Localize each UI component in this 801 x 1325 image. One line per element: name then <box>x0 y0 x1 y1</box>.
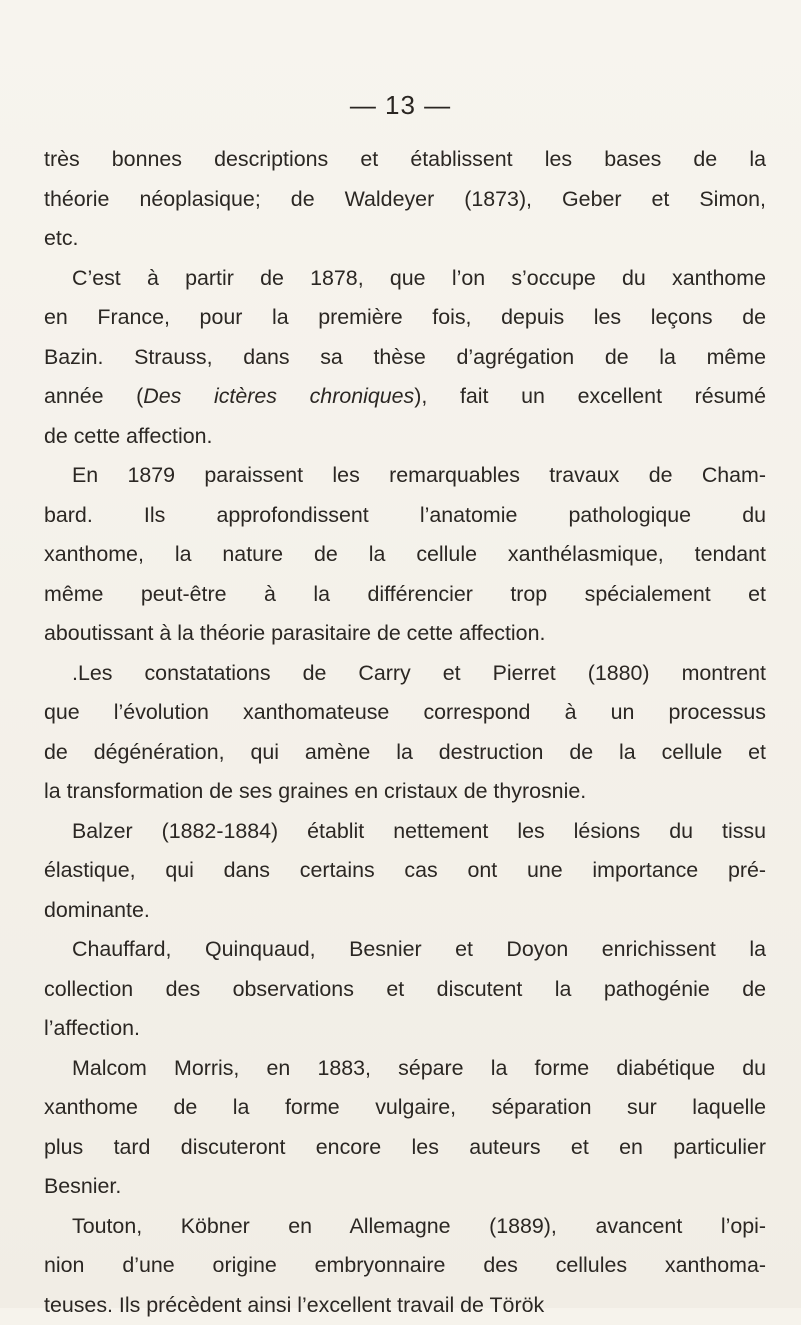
paragraph-2 <box>44 259 766 457</box>
text-line: dominante. <box>44 891 766 931</box>
paragraph-1 <box>44 140 766 259</box>
paragraph-4 <box>44 654 766 812</box>
book-title: Des ictères chroniques <box>143 384 414 408</box>
paragraph-8 <box>44 1207 766 1325</box>
text-line: aboutissant à la théorie parasitaire de cette affection. <box>44 614 766 654</box>
text-line: de dégénération, qui amène la destruction de la cellule et <box>44 733 766 773</box>
text-line: Malcom Morris, en 1883, sépare la forme diabétique du <box>44 1049 766 1089</box>
text-line: plus tard discuteront encore les auteurs et en particulier <box>44 1128 766 1168</box>
text-line: xanthome, la nature de la cellule xanthélasmique, tendant <box>44 535 766 575</box>
text-line: la transformation de ses graines en cristaux de thyrosnie. <box>44 772 766 812</box>
text-line: Touton, Köbner en Allemagne (1889), avancent l’opi- <box>44 1207 766 1247</box>
text-line: nion d’une origine embryonnaire des cellules xanthoma- <box>44 1246 766 1286</box>
body-text <box>44 140 766 1325</box>
text-line: En 1879 paraissent les remarquables travaux de Cham- <box>44 456 766 496</box>
text-line: Balzer (1882-1884) établit nettement les lésions du tissu <box>44 812 766 852</box>
text-line: élastique, qui dans certains cas ont une importance pré- <box>44 851 766 891</box>
paragraph-7 <box>44 1049 766 1207</box>
text-line: teuses. Ils précèdent ainsi l’excellent travail de Török <box>44 1286 766 1325</box>
text-line: C’est à partir de 1878, que l’on s’occupe du xanthome <box>44 259 766 299</box>
text-line: de cette affection. <box>44 417 766 457</box>
text-line: même peut-être à la différencier trop spécialement et <box>44 575 766 615</box>
page-number: — 13 — <box>0 90 801 121</box>
text-line: théorie néoplasique; de Waldeyer (1873), Geber et Simon, <box>44 180 766 220</box>
paragraph-6 <box>44 930 766 1049</box>
paragraph-5 <box>44 812 766 931</box>
text-line: etc. <box>44 219 766 259</box>
text-line-with-title <box>44 377 766 417</box>
text-line: bard. Ils approfondissent l’anatomie pathologique du <box>44 496 766 536</box>
text-line: l’affection. <box>44 1009 766 1049</box>
text-line: année (Des ictères chroniques), fait un excellent résumé <box>44 384 766 408</box>
text-line: Besnier. <box>44 1167 766 1207</box>
text-line: Chauffard, Quinquaud, Besnier et Doyon enrichissent la <box>44 930 766 970</box>
text-line: très bonnes descriptions et établissent les bases de la <box>44 140 766 180</box>
text-line: .Les constatations de Carry et Pierret (1880) montrent <box>44 654 766 694</box>
paragraph-3 <box>44 456 766 654</box>
text-line: collection des observations et discutent la pathogénie de <box>44 970 766 1010</box>
text-line: xanthome de la forme vulgaire, séparation sur laquelle <box>44 1088 766 1128</box>
text-line: en France, pour la première fois, depuis les leçons de <box>44 298 766 338</box>
text-line: Bazin. Strauss, dans sa thèse d’agrégation de la même <box>44 338 766 378</box>
text-line: que l’évolution xanthomateuse correspond à un processus <box>44 693 766 733</box>
